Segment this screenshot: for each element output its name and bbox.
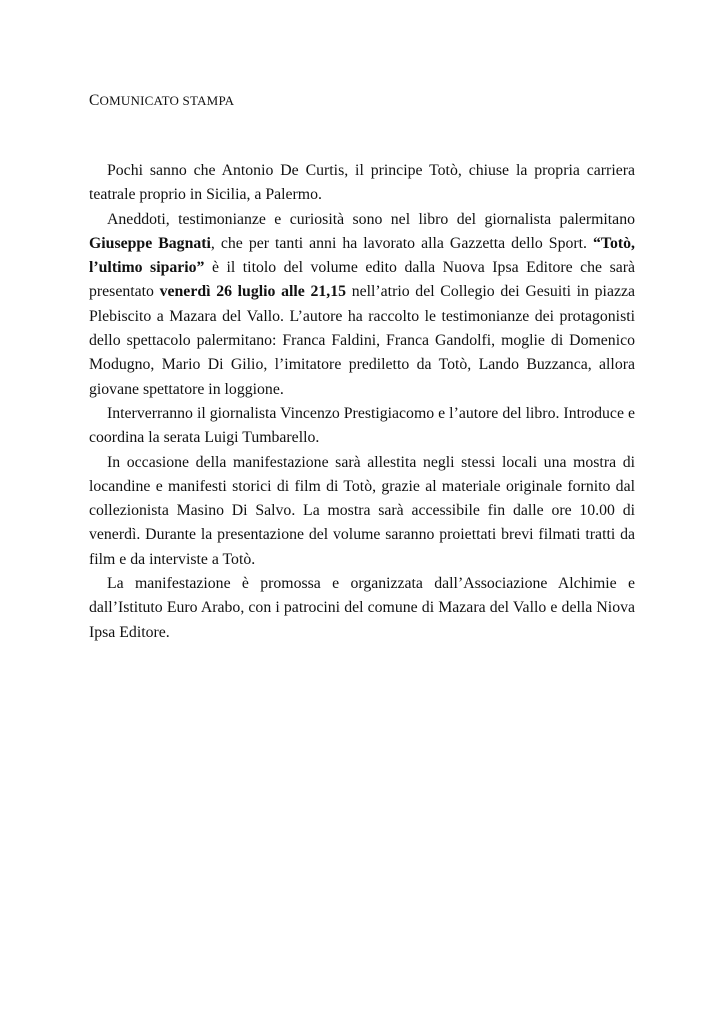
paragraph-text: La manifestazione è promossa e organizzata dall’Associazione Alchimie e dall’Istituto Euro Arabo, con i patrocini del comune di Mazara del Vallo e della Niova Ipsa Editore. bbox=[89, 575, 635, 641]
book-title: “Totò, l’ultimo sipario” bbox=[89, 234, 635, 277]
event-date: venerdì 26 luglio alle 21,15 bbox=[159, 283, 347, 301]
heading-rest: OMUNICATO STAMPA bbox=[99, 93, 235, 108]
heading-initial: C bbox=[89, 92, 100, 109]
paragraph-text: nell’atrio del Collegio dei Gesuiti in piazza Plebiscito a Mazara del Vallo. L’autore ha raccolto le testimonianze dei protagonisti dello spettacolo palermitano: Franca Faldini, Franca Gandolfi, moglie di Domenico Modugno, Mario Di Gilio, l’imitatore prediletto da Totò, Lando Buzzanca, allora giovane spettatore in loggione. bbox=[89, 283, 635, 398]
paragraph-text: è il titolo del volume edito dalla Nuova Ipsa Editore che sarà presentato bbox=[89, 259, 635, 301]
paragraph-organizers bbox=[89, 572, 635, 645]
author-name: Giuseppe Bagnati bbox=[89, 234, 211, 252]
paragraph-text: In occasione della manifestazione sarà allestita negli stessi locali una mostra di locandine e manifesti storici di film di Totò, grazie al materiale originale fornito dal collezionista Masino Di Salvo. La mostra sarà accessibile fin dalle ore 10.00 di venerdì. Durante la presentazione del volume saranno proiettati brevi filmati tratti da film e da interviste a Totò. bbox=[89, 453, 635, 568]
paragraph-exhibition bbox=[89, 451, 635, 572]
paragraph-text: , che per tanti anni ha lavorato alla Gazzetta dello Sport. bbox=[210, 234, 593, 252]
press-release-heading bbox=[89, 92, 234, 110]
press-release-body bbox=[89, 159, 635, 645]
paragraph-text: Interverranno il giornalista Vincenzo Prestigiacomo e l’autore del libro. Introduce e coordina la serata Luigi Tumbarello. bbox=[89, 404, 635, 447]
paragraph-intro bbox=[89, 159, 635, 208]
paragraph-speakers bbox=[89, 402, 635, 451]
paragraph-text: Pochi sanno che Antonio De Curtis, il principe Totò, chiuse la propria carriera teatrale proprio in Sicilia, a Palermo. bbox=[89, 162, 635, 204]
paragraph-text: Aneddoti, testimonianze e curiosità sono nel libro del giornalista palermitano bbox=[107, 210, 635, 228]
paragraph-book bbox=[89, 208, 635, 402]
